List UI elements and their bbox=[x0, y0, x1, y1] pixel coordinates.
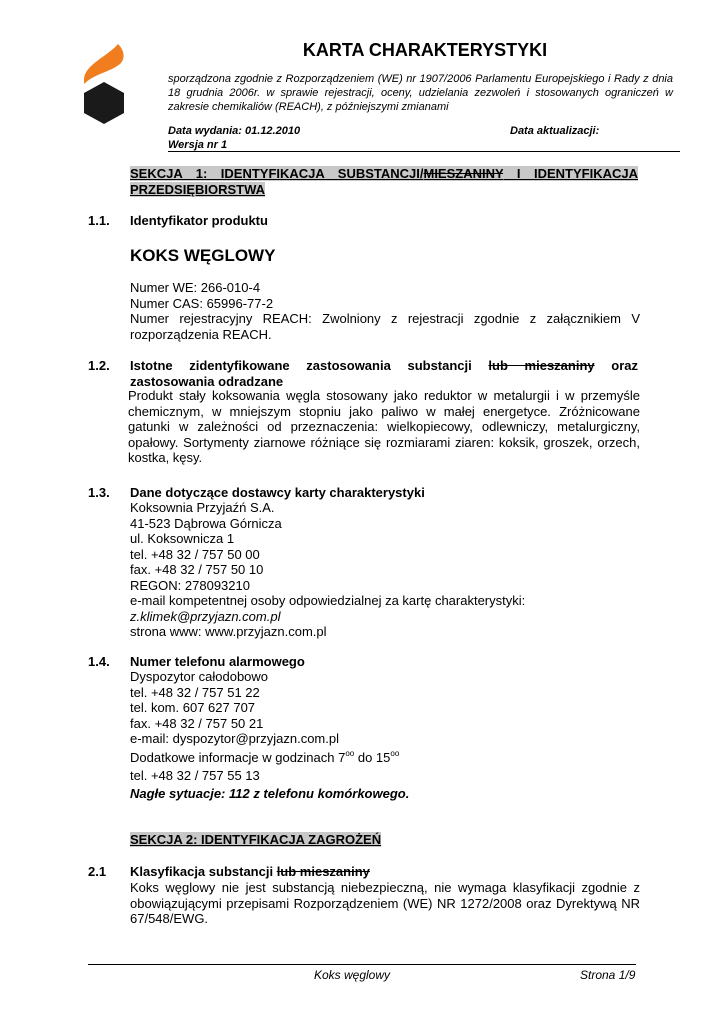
hours-sup-end: oo bbox=[390, 748, 400, 758]
section-1-heading-part2: I IDENTYFIKACJA PRZEDSIĘBIORSTWA bbox=[130, 166, 638, 197]
additional-info-phone: tel. +48 32 / 757 55 13 bbox=[130, 768, 260, 783]
uses-description: Produkt stały koksowania węgla stosowany jako reduktor w metalurgii i w przemyśle chemicznym, w mniejszym stopniu jako paliwo w małej energetyce. Zróżnicowane gatunki w zależności od przeznaczenia: wielkopiecowy, odlewniczy, metalurgiczny, opałowy. Sortymenty ziarnowe różniące się rozmiarami ziaren: koksik, groszek, orzech, kostka, kęsy. bbox=[128, 388, 640, 465]
supplier-website[interactable]: strona www: www.przyjazn.com.pl bbox=[130, 624, 327, 639]
additional-info-hours bbox=[130, 750, 640, 766]
product-identifiers bbox=[130, 280, 640, 342]
subsection-1-2-title-part2: oraz zastosowania odradzane bbox=[130, 358, 638, 389]
supplier-name: Koksownia Przyjaźń S.A. bbox=[130, 500, 275, 515]
hours-mid: do 15 bbox=[354, 749, 391, 765]
subsection-2-1-number: 2.1 bbox=[88, 864, 107, 879]
document-title: KARTA CHARAKTERYSTYKI bbox=[302, 40, 548, 60]
reach-registration: Numer rejestracyjny REACH: Zwolniony z rejestracji zgodnie z załącznikiem V rozporządzenia REACH. bbox=[130, 311, 640, 342]
subsection-1-2-title-strike: lub mieszaniny bbox=[488, 358, 595, 373]
section-1-heading-part1: SEKCJA 1: IDENTYFIKACJA SUBSTANCJI/ bbox=[130, 166, 424, 181]
footer-page-number: Strona 1/9 bbox=[580, 968, 636, 982]
supplier-city: 41-523 Dąbrowa Górnicza bbox=[130, 515, 282, 531]
subsection-1-2-title bbox=[130, 358, 638, 390]
subsection-1-3-title: Dane dotyczące dostawcy karty charakterystyki bbox=[130, 485, 425, 500]
footer-document-name: Koks węglowy bbox=[313, 968, 391, 982]
version: Wersja nr 1 bbox=[168, 139, 228, 151]
issue-date: Data wydania: 01.12.2010 bbox=[168, 125, 301, 137]
section-2-heading-text: SEKCJA 2: IDENTYFIKACJA ZAGROŻEŃ bbox=[130, 832, 382, 847]
section-2-heading bbox=[130, 832, 638, 848]
subsection-1-4-number: 1.4. bbox=[88, 654, 110, 669]
supplier-phone: tel. +48 32 / 757 50 00 bbox=[130, 546, 260, 562]
subsection-1-1-title: Identyfikator produktu bbox=[130, 213, 268, 228]
subsection-1-3-number: 1.3. bbox=[88, 485, 110, 500]
header-divider bbox=[168, 151, 680, 152]
dispatcher-label: Dyspozytor całodobowo bbox=[130, 669, 269, 684]
supplier-regon: REGON: 278093210 bbox=[130, 577, 250, 593]
supplier-email-link[interactable]: z.klimek@przyjazn.com.pl bbox=[130, 608, 281, 624]
supplier-details bbox=[130, 500, 640, 640]
emergency-number-note: Nagłe sytuacje: 112 z telefonu komórkowego. bbox=[130, 785, 410, 801]
footer-divider bbox=[88, 964, 636, 965]
product-name: KOKS WĘGLOWY bbox=[130, 246, 276, 265]
supplier-fax: fax. +48 32 / 757 50 10 bbox=[130, 562, 264, 577]
subsection-1-2-title-part1: Istotne zidentyfikowane zastosowania substancji bbox=[130, 358, 489, 373]
regulation-note: sporządzona zgodnie z Rozporządzeniem (WE) nr 1907/2006 Parlamentu Europejskiego i Rady z dnia 18 grudnia 2006r. w sprawie rejestracji, oceny, udzielania zezwoleń i stosowanych ograniczeń w zakresie chemikaliów (REACH), z późniejszymi zmianami bbox=[168, 73, 673, 113]
company-logo bbox=[80, 44, 130, 124]
hours-prefix: Dodatkowe informacje w godzinach 7 bbox=[130, 749, 346, 765]
section-1-heading-strike: MIESZANINY bbox=[423, 166, 504, 181]
cas-number: Numer CAS: 65996-77-2 bbox=[130, 295, 274, 311]
emergency-contacts bbox=[130, 669, 640, 801]
hours-sup-start: oo bbox=[345, 748, 355, 758]
flame-shape bbox=[84, 44, 124, 84]
hexagon-shape bbox=[84, 82, 124, 124]
dispatcher-fax: fax. +48 32 / 757 50 21 bbox=[130, 715, 264, 731]
subsection-1-4-title: Numer telefonu alarmowego bbox=[130, 654, 305, 669]
subsection-2-1-title-strike: lub mieszaniny bbox=[276, 864, 370, 879]
dispatcher-email[interactable]: e-mail: dyspozytor@przyjazn.com.pl bbox=[130, 731, 339, 746]
classification-text: Koks węglowy nie jest substancją niebezpieczną, nie wymaga klasyfikacji zgodnie z obowiązującymi przepisami Rozporządzeniem (WE) NR 1272/2008 oraz Dyrektywą NR 67/548/EWG. bbox=[130, 880, 640, 926]
subsection-2-1-title bbox=[130, 864, 638, 880]
update-date: Data aktualizacji: bbox=[510, 125, 600, 137]
supplier-street: ul. Koksownicza 1 bbox=[130, 531, 235, 546]
subsection-1-2-number: 1.2. bbox=[88, 358, 110, 373]
dispatcher-phone: tel. +48 32 / 757 51 22 bbox=[130, 684, 260, 700]
ec-number: Numer WE: 266-010-4 bbox=[130, 280, 261, 295]
subsection-1-1-number: 1.1. bbox=[88, 213, 110, 228]
section-1-heading bbox=[130, 166, 638, 198]
supplier-email-label: e-mail kompetentnej osoby odpowiedzialnej za kartę charakterystyki: bbox=[130, 593, 526, 608]
issue-meta bbox=[168, 124, 300, 152]
dispatcher-mobile: tel. kom. 607 627 707 bbox=[130, 700, 256, 715]
subsection-2-1-title-part1: Klasyfikacja substancji bbox=[130, 864, 277, 879]
